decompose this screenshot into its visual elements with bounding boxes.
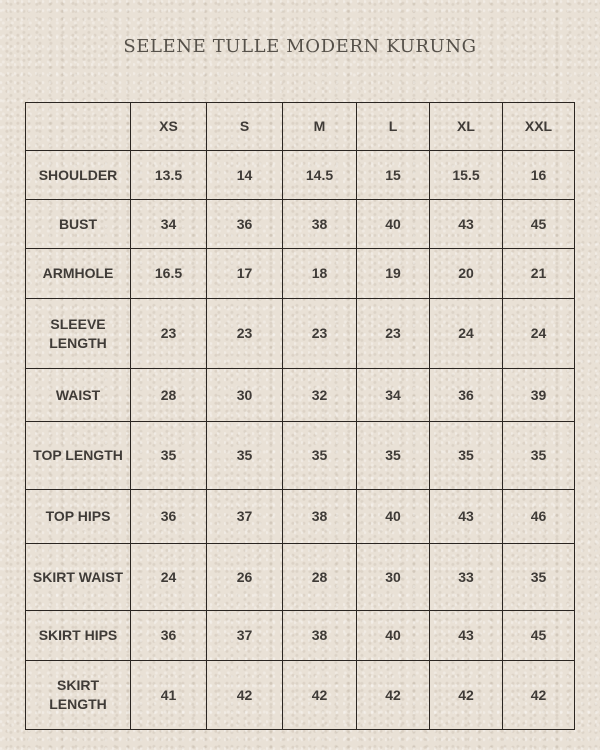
table-row-sleeve-length	[26, 299, 575, 369]
table-cell: 43	[430, 490, 503, 544]
table-cell: 18	[283, 249, 357, 299]
table-row-waist	[26, 369, 575, 422]
table-row-skirt-waist	[26, 544, 575, 611]
size-chart-table	[25, 102, 575, 730]
header-cell-xl: XL	[430, 103, 503, 151]
row-label: TOP LENGTH	[26, 422, 131, 490]
table-cell: 16.5	[131, 249, 207, 299]
table-cell: 24	[430, 299, 503, 369]
table-row-skirt-length	[26, 661, 575, 730]
row-label: SHOULDER	[26, 151, 131, 200]
header-cell-l: L	[357, 103, 430, 151]
table-cell: 28	[283, 544, 357, 611]
table-row-armhole	[26, 249, 575, 299]
table-cell: 14.5	[283, 151, 357, 200]
table-cell: 35	[430, 422, 503, 490]
table-cell: 42	[283, 661, 357, 730]
table-cell: 37	[207, 490, 283, 544]
table-cell: 39	[503, 369, 575, 422]
table-cell: 35	[131, 422, 207, 490]
table-row-top-length	[26, 422, 575, 490]
table-cell: 23	[357, 299, 430, 369]
table-cell: 34	[131, 200, 207, 249]
table-cell: 35	[503, 544, 575, 611]
table-cell: 34	[357, 369, 430, 422]
table-cell: 40	[357, 200, 430, 249]
table-cell: 24	[503, 299, 575, 369]
table-cell: 46	[503, 490, 575, 544]
row-label: ARMHOLE	[26, 249, 131, 299]
table-row-skirt-hips	[26, 611, 575, 661]
table-cell: 36	[131, 490, 207, 544]
table-cell: 42	[207, 661, 283, 730]
table-cell: 45	[503, 611, 575, 661]
table-cell: 30	[357, 544, 430, 611]
header-cell-m: M	[283, 103, 357, 151]
table-cell: 13.5	[131, 151, 207, 200]
table-row-bust	[26, 200, 575, 249]
table-cell: 30	[207, 369, 283, 422]
table-cell: 40	[357, 611, 430, 661]
table-cell: 33	[430, 544, 503, 611]
row-label: BUST	[26, 200, 131, 249]
table-cell: 24	[131, 544, 207, 611]
table-cell: 23	[283, 299, 357, 369]
table-cell: 35	[357, 422, 430, 490]
table-cell: 28	[131, 369, 207, 422]
table-cell: 15.5	[430, 151, 503, 200]
row-label: SLEEVE LENGTH	[26, 299, 131, 369]
table-cell: 42	[503, 661, 575, 730]
table-cell: 38	[283, 611, 357, 661]
row-label: SKIRT LENGTH	[26, 661, 131, 730]
row-label: SKIRT WAIST	[26, 544, 131, 611]
table-cell: 35	[207, 422, 283, 490]
table-cell: 32	[283, 369, 357, 422]
table-cell: 43	[430, 200, 503, 249]
table-cell: 45	[503, 200, 575, 249]
table-cell: 38	[283, 200, 357, 249]
table-cell: 15	[357, 151, 430, 200]
table-cell: 36	[430, 369, 503, 422]
table-cell: 43	[430, 611, 503, 661]
table-cell: 19	[357, 249, 430, 299]
table-cell: 14	[207, 151, 283, 200]
table-cell: 38	[283, 490, 357, 544]
table-cell: 23	[207, 299, 283, 369]
table-cell: 41	[131, 661, 207, 730]
row-label: TOP HIPS	[26, 490, 131, 544]
table-cell: 42	[430, 661, 503, 730]
table-cell: 36	[207, 200, 283, 249]
table-cell: 23	[131, 299, 207, 369]
table-cell: 16	[503, 151, 575, 200]
table-cell: 42	[357, 661, 430, 730]
table-cell: 35	[283, 422, 357, 490]
row-label: WAIST	[26, 369, 131, 422]
table-cell: 36	[131, 611, 207, 661]
table-cell: 20	[430, 249, 503, 299]
header-cell-xxl: XXL	[503, 103, 575, 151]
header-cell-xs: XS	[131, 103, 207, 151]
table-cell: 21	[503, 249, 575, 299]
table-row-shoulder	[26, 151, 575, 200]
table-cell: 37	[207, 611, 283, 661]
header-cell-s: S	[207, 103, 283, 151]
row-label: SKIRT HIPS	[26, 611, 131, 661]
table-cell: 17	[207, 249, 283, 299]
header-cell-empty	[26, 103, 131, 151]
header-row	[26, 103, 575, 151]
table-row-top-hips	[26, 490, 575, 544]
table-cell: 40	[357, 490, 430, 544]
page-title: SELENE TULLE MODERN KURUNG	[123, 36, 477, 57]
table-cell: 35	[503, 422, 575, 490]
table-cell: 26	[207, 544, 283, 611]
